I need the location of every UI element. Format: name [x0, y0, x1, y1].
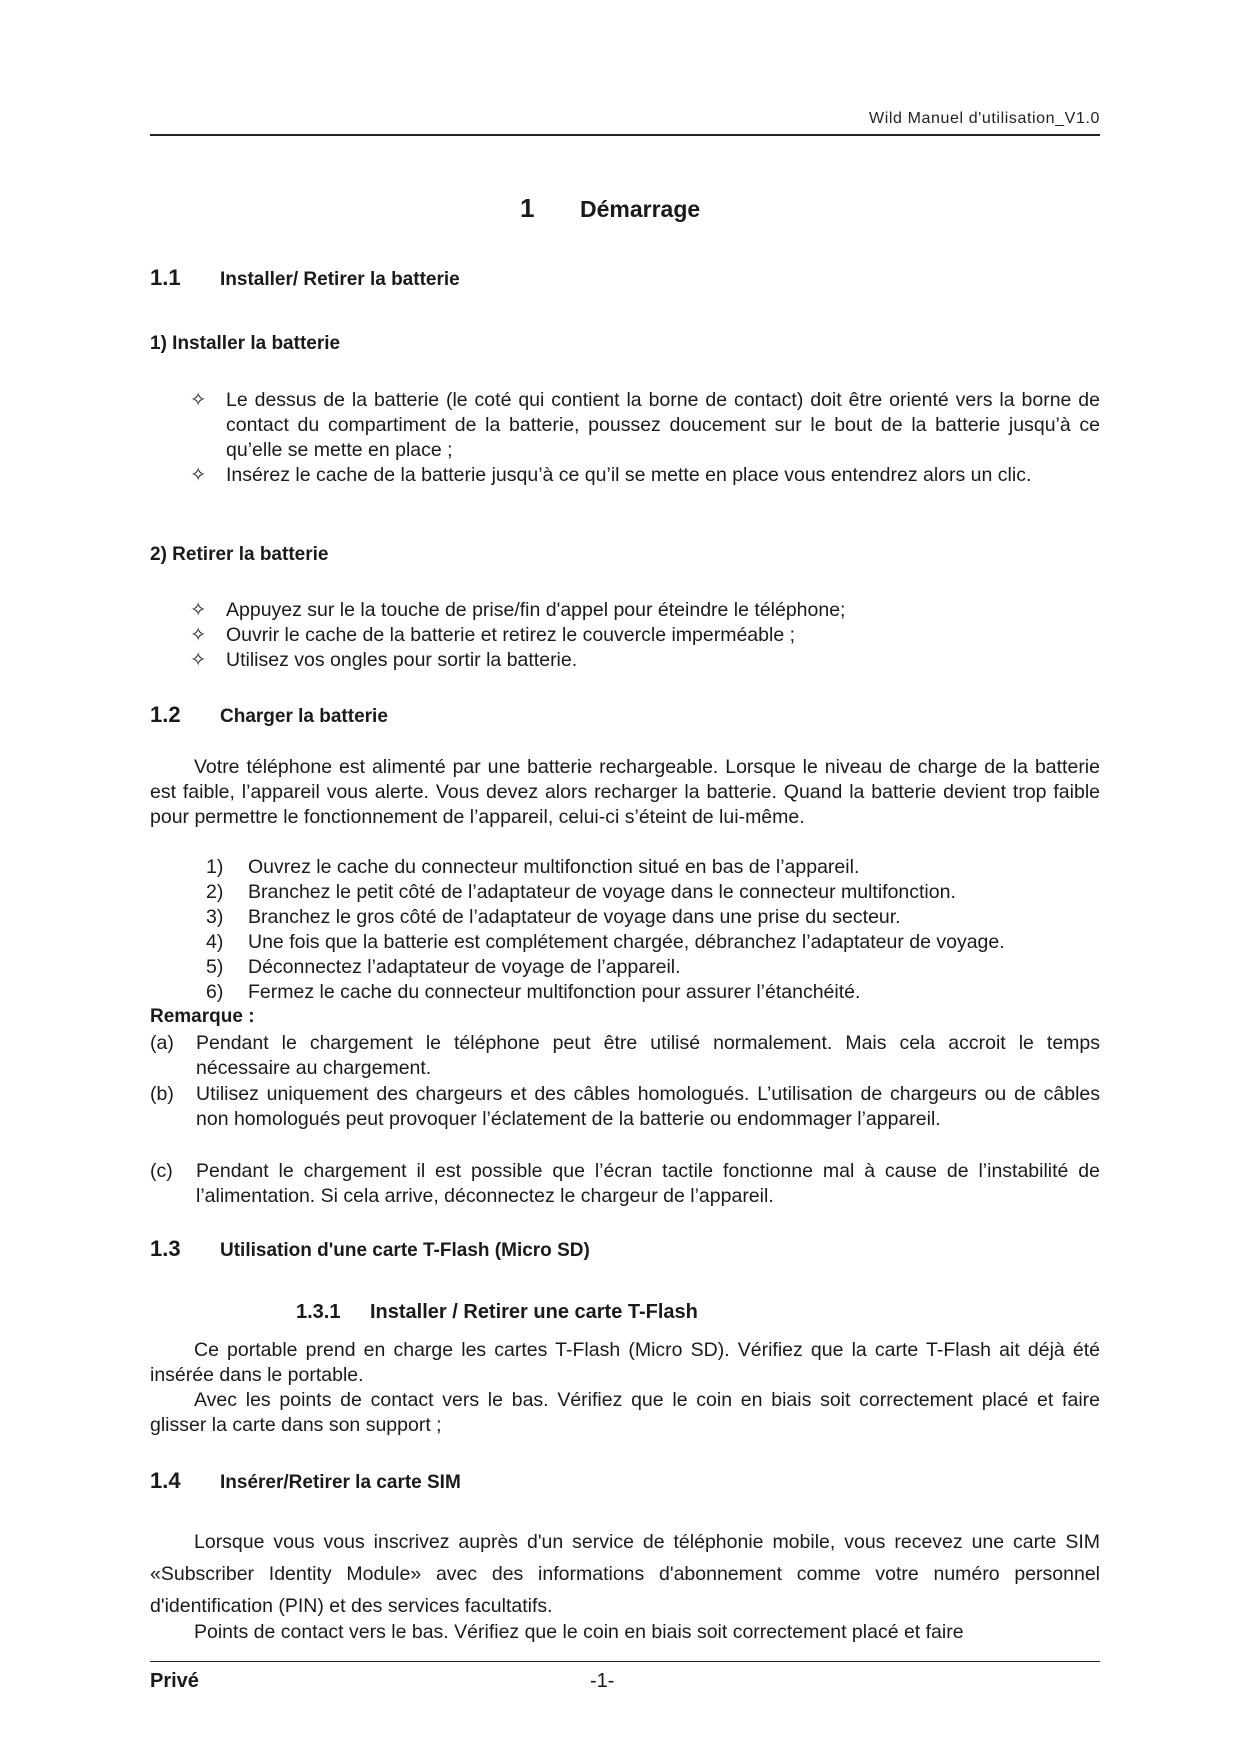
numbered-step: 1) Ouvrez le cache du connecteur multifonction situé en bas de l’appareil.: [206, 856, 860, 878]
numbered-step: 4) Une fois que la batterie est complétement chargée, débranchez l’adaptateur de voyage.: [206, 931, 1005, 953]
chapter-heading: [520, 193, 700, 224]
bullet-item: [190, 388, 1100, 463]
remark-item: (a) Pendant le chargement le téléphone peut être utilisé normalement. Mais cela accroit le temps nécessaire au chargement.: [150, 1032, 1100, 1079]
diamond-bullet-icon: ✧: [190, 649, 207, 671]
section-title: Charger la batterie: [220, 706, 388, 727]
header-rule: [150, 134, 1100, 136]
section-title: Utilisation d'une carte T-Flash (Micro SD): [220, 1240, 590, 1261]
section-1-3-heading: [150, 1236, 590, 1262]
numbered-step: 2) Branchez le petit côté de l’adaptateur de voyage dans le connecteur multifonction.: [206, 881, 956, 903]
remark-item: (b) Utilisez uniquement des chargeurs et des câbles homologués. L’utilisation de chargeurs ou de câbles non homologués peut provoquer l’éclatement de la batterie ou endommager l’appareil.: [150, 1083, 1100, 1130]
remark-item: (c) Pendant le chargement il est possible que l’écran tactile fonctionne mal à cause de l’instabilité de l’alimentation. Si cela arrive, déconnectez le chargeur de l’appareil.: [150, 1160, 1100, 1207]
bullet-text: Utilisez vos ongles pour sortir la batterie.: [226, 649, 578, 671]
bullet-text: Insérez le cache de la batterie jusqu’à ce qu’il se mette en place vous entendrez alors un clic.: [226, 464, 1032, 486]
bullet-text: Le dessus de la batterie (le coté qui contient la borne de contact) doit être orienté vers la borne de contact du compartiment de la batterie, poussez doucement sur le bout de la batterie jusqu’à ce qu’elle se mette en place ;: [226, 389, 1100, 461]
section-number: 1.3: [150, 1236, 181, 1261]
remark-title: Remarque :: [150, 1006, 255, 1027]
diamond-bullet-icon: ✧: [190, 464, 207, 486]
section-title: Insérer/Retirer la carte SIM: [220, 1472, 461, 1493]
paragraph: Points de contact vers le bas. Vérifiez que le coin en biais soit correctement placé et faire: [194, 1621, 964, 1643]
subheading-install: 1) Installer la batterie: [150, 333, 341, 354]
bullet-text: Ouvrir le cache de la batterie et retirez le couvercle imperméable ;: [226, 624, 796, 646]
section-1-1-heading: [150, 265, 460, 291]
paragraph: Avec les points de contact vers le bas. Vérifiez que le coin en biais soit correctement placé et faire glisser la carte dans son support ;: [150, 1389, 1100, 1436]
subsection-1-3-1-heading: 1.3.1 Installer / Retirer une carte T-Flash: [296, 1301, 698, 1323]
bullet-item: [190, 598, 1100, 623]
paragraph: Votre téléphone est alimenté par une batterie rechargeable. Lorsque le niveau de charge de la batterie est faible, l’appareil vous alerte. Vous devez alors recharger la batterie. Quand la batterie devient trop faible pour permettre le fonctionnement de l’appareil, celui-ci s’éteint de lui-même.: [150, 756, 1100, 828]
numbered-step: 3) Branchez le gros côté de l’adaptateur de voyage dans une prise du secteur.: [206, 906, 901, 928]
section-number: 1.2: [150, 702, 181, 727]
bullet-item: [190, 648, 1100, 673]
section-1-2-heading: [150, 702, 388, 728]
section-number: 1.1: [150, 265, 181, 290]
chapter-title: Démarrage: [580, 196, 701, 222]
footer-rule: [150, 1661, 1100, 1662]
diamond-bullet-icon: ✧: [190, 624, 207, 646]
bullet-item: [190, 623, 1100, 648]
footer-classification: Privé: [150, 1670, 199, 1692]
header-title: Wild Manuel d'utilisation_V1.0: [869, 110, 1100, 127]
diamond-bullet-icon: ✧: [190, 599, 207, 621]
section-title: Installer/ Retirer la batterie: [220, 269, 460, 290]
section-number: 1.4: [150, 1468, 181, 1493]
page-number: -1-: [590, 1670, 615, 1692]
document-page: [150, 0, 1100, 1755]
numbered-step: 6) Fermez le cache du connecteur multifonction pour assurer l’étanchéité.: [206, 981, 861, 1003]
bullet-item: [190, 463, 1100, 488]
paragraph: Lorsque vous vous inscrivez auprès d'un service de téléphonie mobile, vous recevez une carte SIM «Subscriber Identity Module» avec des informations d'abonnement comme votre numéro personnel d'identification (PIN) et des services facultatifs.: [150, 1531, 1100, 1617]
numbered-step: 5) Déconnectez l’adaptateur de voyage de l’appareil.: [206, 956, 681, 978]
bullet-text: Appuyez sur le la touche de prise/fin d'appel pour éteindre le téléphone;: [226, 599, 846, 621]
section-1-4-heading: [150, 1468, 461, 1494]
chapter-number: 1: [520, 193, 535, 223]
diamond-bullet-icon: ✧: [190, 389, 207, 411]
paragraph: Ce portable prend en charge les cartes T-Flash (Micro SD). Vérifiez que la carte T-Flash ait déjà été insérée dans le portable.: [150, 1339, 1100, 1386]
subheading-remove: 2) Retirer la batterie: [150, 544, 329, 565]
